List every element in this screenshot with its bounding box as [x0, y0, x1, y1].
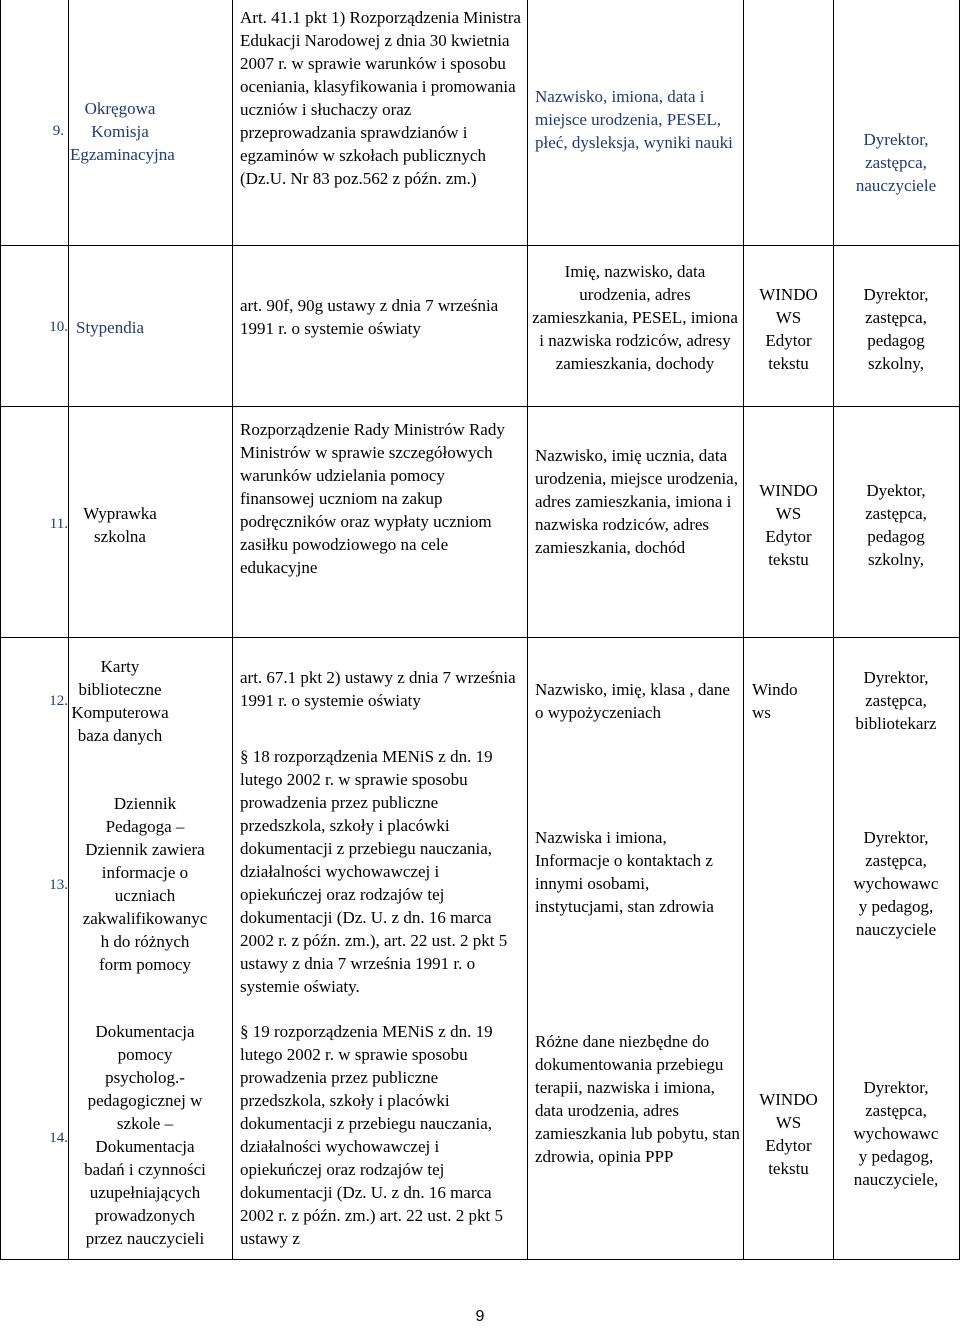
access-roles: Dyrektor, zastępca, pedagog szkolny,	[863, 285, 929, 373]
software: WINDO WS Edytor tekstu	[759, 1090, 818, 1178]
legal-basis: art. 67.1 pkt 2) ustawy z dnia 7 września 1991 r. o systemie oświaty	[240, 668, 516, 710]
grid-line	[68, 0, 69, 1260]
data-scope: Nazwiska i imiona, Informacje o kontaktach z innymi osobami, instytucjami, stan zdrowia	[535, 828, 714, 916]
grid-line	[232, 0, 233, 1260]
row-number: 10.	[49, 319, 68, 335]
row-number: 9.	[52, 123, 64, 139]
page-number: 9	[475, 1308, 485, 1325]
row-number: 11.	[49, 516, 68, 532]
grid-line	[0, 245, 960, 246]
access-roles: Dyrektor, zastępca, wychowawc y pedagog, nauczyciele,	[853, 1078, 939, 1189]
software: WINDO WS Edytor tekstu	[759, 481, 818, 569]
data-scope: Imię, nazwisko, data urodzenia, adres zamieszkania, PESEL, imiona i nazwiska rodziców, adresy zamieszkania, dochody	[532, 262, 738, 373]
software: WINDO WS Edytor tekstu	[759, 285, 818, 373]
access-roles: Dyektor, zastępca, pedagog szkolny,	[865, 481, 927, 569]
legal-basis: § 18 rozporządzenia MENiS z dn. 19 lutego 2002 r. w sprawie sposobu prowadzenia przez publiczne przedszkola, szkoły i placówki dokumentacji z przebiegu nauczania, działalności wychowawczej i opiekuńczej oraz rodzajów tej dokumentacji (Dz. U. z dn. 16 marca 2002 r. z późn. zm.), art. 22 ust. 2 pkt 5 ustawy z dnia 7 września 1991 r. o systemie oświaty.	[240, 747, 508, 996]
row-number: 14.	[49, 1130, 68, 1146]
legal-basis: Rozporządzenie Rady Ministrów Rady Ministrów w sprawie szczegółowych warunków udzielania pomocy finansowej uczniom na zakup podręczników oraz wypłaty uczniom zasiłku powodziowego na cele edukacyjne	[240, 420, 505, 577]
register-name: Dziennik Pedagoga – Dziennik zawiera informacje o uczniach zakwalifikowanyc h do różnych form pomocy	[82, 794, 208, 974]
grid-line	[0, 0, 1, 1260]
access-roles: Dyrektor, zastępca, bibliotekarz	[855, 668, 937, 733]
data-scope: Nazwisko, imię, klasa , dane o wypożyczeniach	[535, 680, 730, 722]
legal-basis: art. 90f, 90g ustawy z dnia 7 września 1991 r. o systemie oświaty	[240, 296, 499, 338]
register-name: Wyprawka szkolna	[83, 504, 157, 546]
data-scope: Nazwisko, imiona, data i miejsce urodzenia, PESEL, płeć, dysleksja, wyniki nauki	[535, 87, 733, 152]
register-name: Dokumentacja pomocy psycholog.- pedagogicznej w szkole – Dokumentacja badań i czynności uzupełniających prowadzonych przez nauczycieli	[84, 1022, 206, 1248]
data-scope: Różne dane niezbędne do dokumentowania przebiegu terapii, nazwiska i imiona, data urodzenia, adres zamieszkania lub pobytu, stan zdrowia, opinia PPP	[535, 1032, 740, 1166]
register-name: Stypendia	[76, 318, 144, 337]
legal-basis: Art. 41.1 pkt 1) Rozporządzenia Ministra Edukacji Narodowej z dnia 30 kwietnia 2007 r. w sprawie warunków i sposobu oceniania, klasyfikowania i promowania uczniów i słuchaczy oraz przeprowadzania sprawdzianów i egzaminów w szkołach publicznych (Dz.U. Nr 83 poz.562 z późn. zm.)	[240, 8, 521, 188]
grid-line	[0, 637, 960, 638]
grid-line	[0, 406, 960, 407]
access-roles: Dyrektor, zastępca, wychowawc y pedagog, nauczyciele	[853, 828, 939, 939]
data-scope: Nazwisko, imię ucznia, data urodzenia, miejsce urodzenia, adres zamieszkania, imiona i nazwiska rodziców, adres zamieszkania, dochód	[535, 446, 738, 557]
grid-line	[833, 0, 834, 1260]
register-name: Karty biblioteczne Komputerowa baza danych	[71, 657, 169, 745]
legal-basis: § 19 rozporządzenia MENiS z dn. 19 lutego 2002 r. w sprawie sposobu prowadzenia przez publiczne przedszkola, szkoły i placówki dokumentacji z przebiegu nauczania, działalności wychowawczej i opiekuńczej oraz rodzajów tej dokumentacji (Dz. U. z dn. 16 marca 2002 r. z późn. zm.) art. 22 ust. 2 pkt 5 ustawy z	[240, 1022, 503, 1248]
software: Windo ws	[752, 680, 798, 722]
register-name: Okręgowa Komisja Egzaminacyjna	[70, 99, 175, 164]
access-roles: Dyrektor, zastępca, nauczyciele	[855, 130, 937, 195]
grid-line	[527, 0, 528, 1260]
grid-line	[743, 0, 744, 1260]
grid-line	[0, 1259, 960, 1260]
row-number: 12.	[49, 693, 68, 709]
row-number: 13.	[49, 877, 68, 893]
